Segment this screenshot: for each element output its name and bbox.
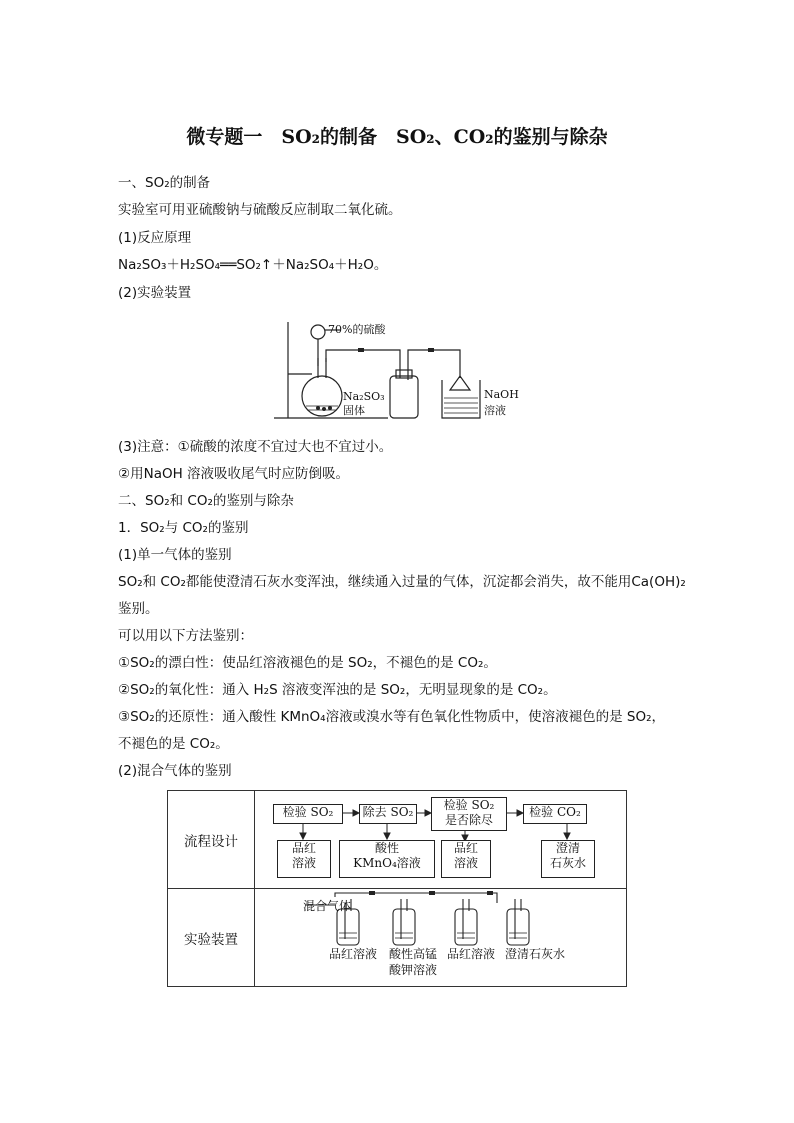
naoh-label: NaOH [484,388,519,401]
reagent-text: KMnO₄溶液 [353,856,421,870]
setup-cell [255,889,627,987]
sub-heading: (2)实验装置 [118,285,192,301]
flow-step-check-removed [431,797,507,831]
bottle-2 [393,909,415,945]
method-item: 不褪色的是 CO₂。 [118,736,229,752]
bottle-1 [337,909,359,945]
reagent-text: 石灰水 [549,856,586,870]
section-heading-preparation: 一、SO₂的制备 [118,175,211,191]
sub-heading: (1)反应原理 [118,230,192,246]
acid-label: 70%的硫酸 [328,323,386,336]
flow-step-text: 是否除尽 [444,813,493,827]
flow-step-remove-so2: 除去 SO₂ [359,804,417,824]
note: (3)注意：①硫酸的浓度不宜过大也不宜过小。 [118,439,393,455]
mixed-gas-table [167,790,627,987]
reagent-box [541,840,595,878]
reagent-text: 溶液 [453,856,478,870]
bottle-label: 酸性高锰 [389,947,438,961]
section-heading-identification: 二、SO₂和 CO₂的鉴别与除杂 [118,493,294,509]
bottle-label: 澄清石灰水 [505,947,566,961]
reagent-box [441,840,491,878]
paragraph: 实验室可用亚硫酸钠与硫酸反应制取二氧化硫。 [118,202,402,218]
solid-label: Na₂SO₃ [343,390,385,403]
flow-step-text: 检验 SO₂ [443,798,495,812]
bottle-3 [455,909,477,945]
sub-heading: 1．SO₂与 CO₂的鉴别 [118,520,249,536]
method-item: ①SO₂的漂白性：使品红溶液褪色的是 SO₂，不褪色的是 CO₂。 [118,655,497,671]
reagent-text: 酸性 [374,841,399,855]
paragraph: SO₂和 CO₂都能使澄清石灰水变浑浊，继续通入过量的气体，沉淀都会消失，故不能用Ca(OH)₂ [118,574,686,590]
paragraph: 可以用以下方法鉴别： [118,628,253,644]
sub-heading: (2)混合气体的鉴别 [118,763,232,779]
method-item: ③SO₂的还原性：通入酸性 KMnO₄溶液或溴水等有色氧化性物质中，使溶液褪色的是 SO₂， [118,709,665,725]
paragraph: 鉴别。 [118,601,159,617]
note: ②用NaOH 溶液吸收尾气时应防倒吸。 [118,466,350,482]
flow-step-test-so2: 检验 SO₂ [273,804,343,824]
flow-design-cell [255,791,627,889]
reagent-box [277,840,331,878]
bottle-label: 品红溶液 [447,947,496,961]
row-label-flow: 流程设计 [168,791,255,889]
reagent-text: 品红 [453,841,478,855]
reagent-text: 品红 [291,841,316,855]
gas-inlet-label: 混合气体 [303,899,352,913]
naoh-label: 溶液 [484,404,506,417]
flow-step-test-co2: 检验 CO₂ [523,804,587,824]
reagent-box [339,840,435,878]
method-item: ②SO₂的氧化性：通入 H₂S 溶液变浑浊的是 SO₂，无明显现象的是 CO₂。 [118,682,557,698]
solid-label: 固体 [343,404,365,417]
reagent-text: 澄清 [555,841,580,855]
row-label-setup: 实验装置 [168,889,255,987]
reagent-text: 溶液 [291,856,316,870]
reaction-equation: Na₂SO₃＋H₂SO₄══SO₂↑＋Na₂SO₄＋H₂O。 [118,257,388,273]
apparatus-figure [270,318,530,424]
bottle-4 [507,909,529,945]
page-title: 微专题一 SO₂的制备 SO₂、CO₂的鉴别与除杂 [186,126,608,148]
bottle-label: 品红溶液 [329,947,378,961]
sub-heading: (1)单一气体的鉴别 [118,547,232,563]
bottle-label: 酸钾溶液 [389,963,438,977]
